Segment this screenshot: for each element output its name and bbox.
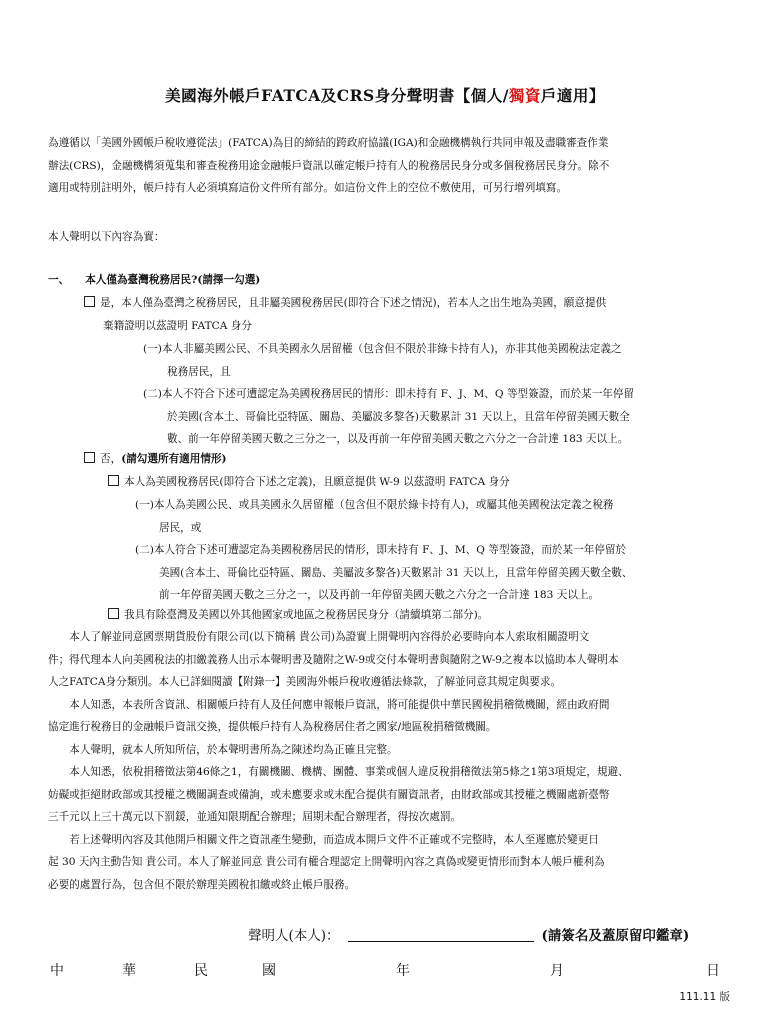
declaration-line: 本人聲明以下內容為實： [48, 231, 165, 243]
option-no-us-resident[interactable]: 本人為美國稅務居民(即符合下述之定義)，且願意提供 W-9 以茲證明 FATCA 身分 [108, 471, 510, 494]
no-items: (一)本人為美國公民、或具美國永久居留權（包含但不限於綠卡持有人)，或屬其他美國稅法定義之稅務 居民，或 (二)本人符合下述可遭認定為美國稅務居民的情形，即未持有 F、J、M、Q 等型簽證，而於某一年停留於 美國(含本土、哥倫比亞特區、關島、美屬波多黎各)天數累計 31 天以上，且當年停留美國天數全數、 前一年停留美國天數之三分之一，以及再前一年停留美國天數之六分之一合計達 183 天以上。 [135, 499, 633, 601]
section1-heading: 一、 本人僅為臺灣稅務居民?(請擇一勾選) [48, 274, 261, 286]
checkbox-other-country[interactable] [108, 608, 119, 619]
option-no-other-country[interactable]: 我具有除臺灣及美國以外其他國家或地區之稅務居民身分（請續填第二部分)。 [108, 604, 488, 627]
intro-paragraph: 為遵循以「美國外國帳戶稅收遵從法」(FATCA)為目的締結的跨政府協議(IGA)和金融機構執行共同申報及盡職審查作業 辦法(CRS)，金融機構須蒐集和審查稅務用途金融帳戶資訊以確定帳戶持有人的稅務居民身分或多個稅務居民身分。除不 適用或特別註明外，帳戶持有人必須填寫這份文件所有部分。如這份文件上的空位不敷使用，可另行增列填寫。 [48, 137, 610, 194]
option-yes-cont: 棄籍證明以茲證明 FATCA 身分 [103, 320, 252, 332]
checkbox-no[interactable] [84, 452, 95, 463]
page-title: 美國海外帳戶FATCA及CRS身分聲明書【個人/獨資戶適用】 [165, 86, 605, 105]
signature-field[interactable] [348, 941, 534, 942]
checkbox-us-resident[interactable] [108, 475, 119, 486]
signature-row: 聲明人(本人)： (請簽名及蓋原留印鑑章) [248, 928, 690, 944]
checkbox-yes[interactable] [84, 296, 95, 307]
date-row: 中 華 民 國 年 月 日 [50, 963, 720, 979]
option-no[interactable]: 否，(請勾選所有適用情形) [84, 448, 227, 471]
terms-paragraphs: 本人了解並同意國票期貨股份有限公司(以下簡稱 貴公司)為證實上開聲明內容得於必要時向本人索取相關證明文 件；得代理本人向美國稅法的扣繳義務人出示本聲明書及隨附之W-9或交付本聲明書與隨附之W-9之複本以協助本人聲明本 人之FATCA身分類別。本人已詳細閱讀【附錄一】美國海外帳戶稅收遵循法條款，了解並同意其規定與要求。 本人知悉，本表所含資訊、相關帳戶持有人及任何應申報帳戶資訊，將可能提供中華民國稅捐稽徵機關，經由政府間 協定進行稅務目的金融帳戶資訊交換，提供帳戶持有人為稅務居住者之國家/地區稅捐稽徵機關。 本人聲明，就本人所知所信，於本聲明書所為之陳述均為正確且完整。 本人知悉，依稅捐稽徵法第46條之1，有關機關、機構、團體、事業或個人違反稅捐稽徵法第5條之1第3項規定，規避、 妨礙或拒絕財政部或其授權之機關調查或備詢，或未應要求或未配合提供有關資訊者，由財政部或其授權之機關處新臺幣 三千元以上三十萬元以下罰鍰，並通知限期配合辦理；屆期未配合辦理者，得按次處罰。 若上述聲明內容及其他開戶相關文件之資訊產生變動，而造成本開戶文件不正確或不完整時，本人至遲應於變更日 起 30 天內主動告知 貴公司。本人了解並同意 貴公司有權合理認定上開聲明內容之真偽或變更情形而對本人帳戶權利為 必要的處置行為，包含但不限於辦理美國稅扣繳或終止帳戶服務。 [48, 631, 629, 891]
yes-items: (一)本人非屬美國公民、不具美國永久居留權（包含但不限於非綠卡持有人)，亦非其他美國稅法定義之 稅務居民，且 (二)本人不符合下述可遭認定為美國稅務居民的情形：即未持有 F、J、M、Q 等型簽證，而於某一年停留 於美國(含本土、哥倫比亞特區、關島、美屬波多黎各)天數累計 31 天以上，且當年停留美國天數全 數、前一年停留美國天數之三分之一，以及再前一年停留美國天數之六分之一合計達 183 天以上。 [143, 343, 635, 445]
version-label: 111.11 版 [679, 991, 730, 1003]
option-yes[interactable]: 是，本人僅為臺灣之稅務居民，且非屬美國稅務居民(即符合下述之情況)，若本人之出生地為美國，願意提供 [84, 292, 606, 315]
